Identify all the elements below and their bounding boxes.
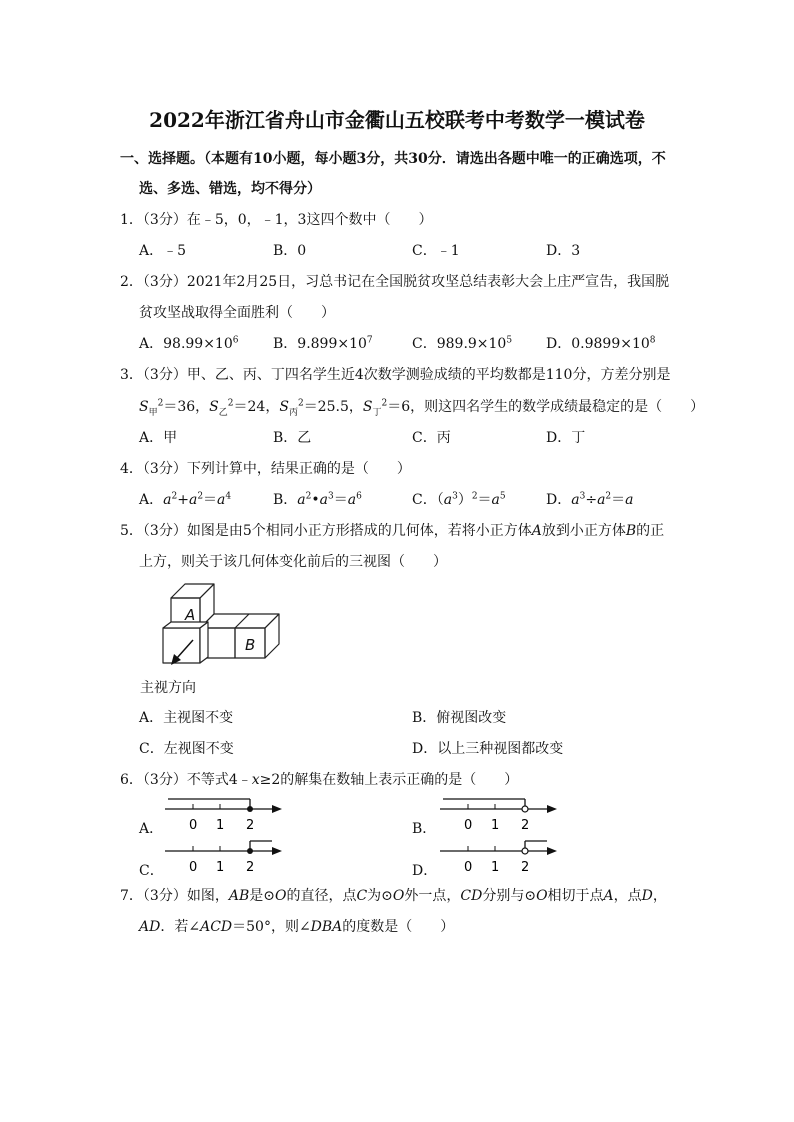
- cube-figure: [138, 578, 288, 698]
- q5-option-b: B．俯视图改变: [412, 710, 507, 726]
- closed-dot: [247, 806, 253, 812]
- q6-label-d: D．: [412, 863, 438, 879]
- tick-1: 1: [491, 818, 500, 832]
- tick-0: 0: [189, 860, 198, 874]
- q7-stem-line1: 7．（3分）如图，AB是⊙O的直径，点C为⊙O外一点，CD分别与⊙O相切于点A，点D，: [120, 888, 667, 904]
- q6-stem: 6．（3分）不等式4﹣x≥2的解集在数轴上表示正确的是（ ）: [120, 772, 519, 788]
- cube-b-side: [265, 614, 279, 658]
- open-dot: [522, 848, 528, 854]
- tick-1: 1: [216, 860, 225, 874]
- front-cube: [163, 628, 200, 663]
- q2-option-d: D．$0.9899\times 10^8$: [546, 335, 656, 352]
- page-title: 2022年浙江省舟山市金衢山五校联考中考数学一模试卷: [149, 108, 645, 132]
- q3-option-b: B．乙: [273, 430, 312, 446]
- q5-option-a: A．主视图不变: [139, 710, 234, 726]
- number-line-c: [160, 838, 285, 874]
- q3-option-d: D．丁: [546, 430, 586, 446]
- tick-1: 1: [216, 818, 225, 832]
- q1-option-c: C．﹣1: [412, 243, 460, 259]
- tick-2: 2: [521, 860, 530, 874]
- q5-option-c: C．左视图不变: [139, 741, 234, 757]
- q2-option-b: B．$9.899\times 10^7$: [273, 335, 373, 352]
- cube-label-b: B: [245, 636, 256, 654]
- q4-option-a: A．$a^2+a^2=a^4$: [139, 491, 232, 508]
- tick-2: 2: [246, 860, 255, 874]
- cube-label-a: A: [185, 606, 196, 624]
- q5-option-d: D．以上三种视图都改变: [412, 741, 564, 757]
- q6-label-a: A．: [139, 821, 164, 837]
- q4-option-c: C．$(a^3)^2=a^5$: [412, 491, 506, 508]
- tick-2: 2: [246, 818, 255, 832]
- closed-dot: [247, 848, 253, 854]
- section-heading-line2: 选、多选、错选，均不得分）: [139, 181, 321, 197]
- number-line-b: [435, 796, 560, 832]
- q2-stem-line1: 2．（3分）2021年2月25日，习总书记在全国脱贫攻坚总结表彰大会上庄严宣告，我国脱: [120, 274, 670, 290]
- figure-caption: 主视方向: [140, 680, 196, 696]
- tick-1: 1: [491, 860, 500, 874]
- q3-stem-line1: 3．（3分）甲、乙、丙、丁四名学生近4次数学测验成绩的平均数都是110分，方差分别是: [120, 367, 671, 383]
- q3-option-a: A．甲: [139, 430, 178, 446]
- open-dot: [522, 806, 528, 812]
- section-heading-line1: 一、选择题。（本题有10小题，每小题3分，共30分．请选出各题中唯一的正确选项，不: [120, 151, 666, 167]
- q4-option-b: B．$a^2•a^3=a^6$: [273, 491, 362, 508]
- q2-stem-line2: 贫攻坚战取得全面胜利（ ）: [139, 305, 335, 321]
- tick-2: 2: [521, 818, 530, 832]
- q1-option-b: B．0: [273, 243, 307, 259]
- q2-option-c: C．$989.9\times 10^5$: [412, 335, 513, 352]
- number-line-a: [160, 796, 285, 832]
- q3-stem-line2: $S_甲^2=36$，$S_乙^2=24$，$S_丙^2=25.5$，$S_丁^2=6$，则这四名学生的数学成绩最稳定的是（ ）: [139, 398, 705, 418]
- q1-stem: 1．（3分）在﹣5，0，﹣1，3这四个数中（ ）: [120, 212, 433, 228]
- q6-label-b: B．: [412, 821, 437, 837]
- tick-0: 0: [464, 818, 473, 832]
- q2-option-a: A．$98.99\times 10^6$: [139, 335, 239, 352]
- q4-stem: 4．（3分）下列计算中，结果正确的是（ ）: [120, 461, 411, 477]
- q5-stem-line1: 5．（3分）如图是由5个相同小正方形搭成的几何体，若将小正方体A放到小正方体B的正: [120, 523, 665, 539]
- number-line-d: [435, 838, 560, 874]
- q5-stem-line2: 上方，则关于该几何体变化前后的三视图（ ）: [139, 554, 447, 570]
- q6-label-c: C．: [139, 863, 164, 879]
- tick-0: 0: [464, 860, 473, 874]
- q4-option-d: D．$a^3\div a^2=a$: [546, 491, 634, 508]
- q1-option-d: D．3: [546, 243, 581, 259]
- tick-0: 0: [189, 818, 198, 832]
- q1-option-a: A．﹣5: [139, 243, 187, 259]
- q7-stem-line2: AD．若∠ACD＝50°，则∠DBA的度数是（ ）: [139, 919, 455, 935]
- q3-option-c: C．丙: [412, 430, 451, 446]
